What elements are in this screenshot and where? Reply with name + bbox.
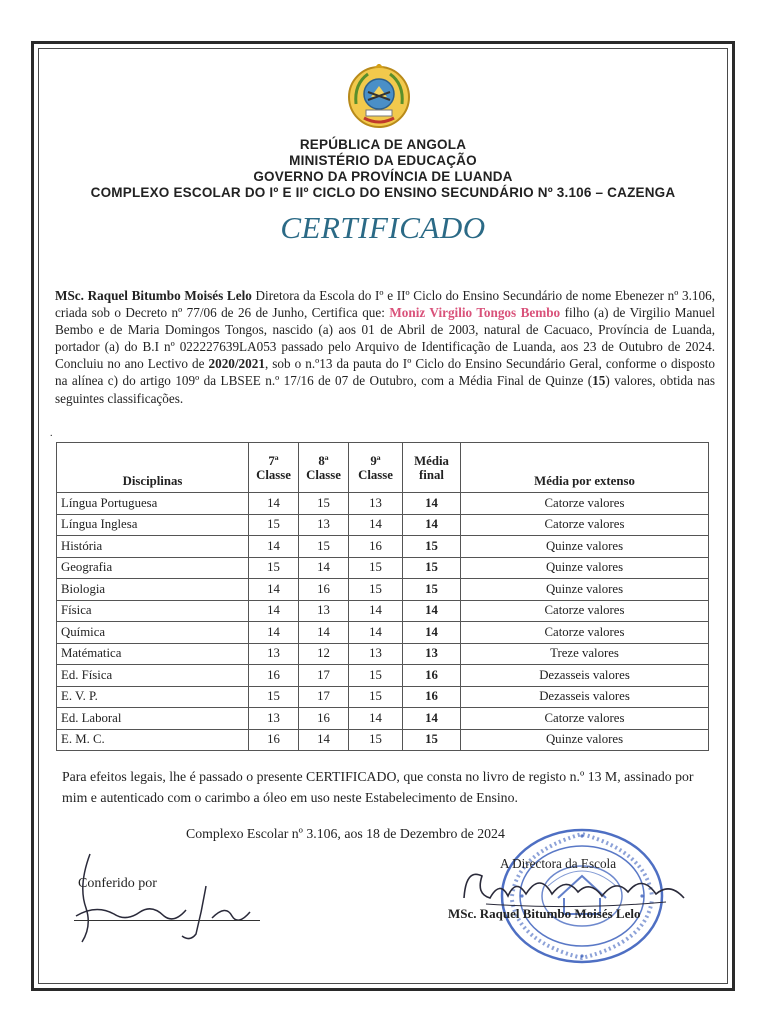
certificate-intro-paragraph bbox=[55, 287, 715, 407]
final-average-cell: 13 bbox=[403, 643, 461, 665]
intro-text-a: Diretora da Escola do Iº e IIº Ciclo do Ensino Secundário de nome Ebenezer nº 3.106, criada sob o Decreto nº 77/06 de 26 de Junho, Certifica que: bbox=[55, 288, 716, 321]
final-average-cell: 14 bbox=[403, 600, 461, 622]
average-in-words-cell: Quinze valores bbox=[461, 536, 709, 558]
grade-9-cell: 14 bbox=[349, 514, 403, 536]
subject-cell: Matématica bbox=[57, 643, 249, 665]
subject-cell: História bbox=[57, 536, 249, 558]
col-header-8-classe: 8ª Classe bbox=[299, 443, 349, 493]
conferido-label: Conferido por bbox=[78, 876, 157, 891]
grades-row bbox=[57, 729, 709, 751]
grade-7-cell: 14 bbox=[249, 536, 299, 558]
grade-7-cell: 15 bbox=[249, 557, 299, 579]
col-header-9-classe: 9ª Classe bbox=[349, 443, 403, 493]
conferido-signature-line bbox=[74, 920, 260, 921]
col-header-media-final: Média final bbox=[403, 443, 461, 493]
grade-8-cell: 14 bbox=[299, 729, 349, 751]
grade-7-cell: 13 bbox=[249, 708, 299, 730]
grade-9-cell: 15 bbox=[349, 729, 403, 751]
subject-cell: Biologia bbox=[57, 579, 249, 601]
grades-row bbox=[57, 708, 709, 730]
grades-row bbox=[57, 514, 709, 536]
intro-text-c: , sob o n.º13 da pauta do Iº Ciclo do Ensino Secundário Geral, conforme o disposto na alínea c) do artigo 109º da LBSEE n.º 17/16 de 07 de Outubro, com a Média Final de Quinze ( bbox=[55, 356, 715, 389]
col-header-7-classe: 7ª Classe bbox=[249, 443, 299, 493]
grades-row bbox=[57, 686, 709, 708]
grade-8-cell: 17 bbox=[299, 665, 349, 687]
final-average-cell: 15 bbox=[403, 536, 461, 558]
angola-emblem-icon bbox=[346, 64, 412, 130]
page-title: CERTIFICADO bbox=[280, 210, 486, 245]
place-and-date: Complexo Escolar nº 3.106, aos 18 de Dezembro de 2024 bbox=[186, 826, 505, 841]
final-average-cell: 15 bbox=[403, 729, 461, 751]
grade-7-cell: 14 bbox=[249, 600, 299, 622]
grade-7-cell: 14 bbox=[249, 622, 299, 644]
grade-8-cell: 16 bbox=[299, 579, 349, 601]
grade-7-cell: 14 bbox=[249, 493, 299, 515]
average-in-words-cell: Dezasseis valores bbox=[461, 665, 709, 687]
grade-8-cell: 13 bbox=[299, 600, 349, 622]
average-in-words-cell: Quinze valores bbox=[461, 729, 709, 751]
average-in-words-cell: Catorze valores bbox=[461, 493, 709, 515]
grade-7-cell: 13 bbox=[249, 643, 299, 665]
average-in-words-cell: Catorze valores bbox=[461, 708, 709, 730]
grade-8-cell: 14 bbox=[299, 557, 349, 579]
grade-8-cell: 12 bbox=[299, 643, 349, 665]
grade-9-cell: 15 bbox=[349, 557, 403, 579]
grade-9-cell: 15 bbox=[349, 665, 403, 687]
grades-row bbox=[57, 665, 709, 687]
average-in-words-cell: Quinze valores bbox=[461, 579, 709, 601]
grades-row bbox=[57, 600, 709, 622]
director-role: A Directora da Escola bbox=[500, 856, 617, 871]
legal-statement: Para efeitos legais, lhe é passado o presente CERTIFICADO, que consta no livro de registo n.º 13 M, assinado por mim e autenticado com o carimbo a óleo em uso neste Estabelecimento de Ensino. bbox=[62, 769, 694, 805]
header-ministry: MINISTÉRIO DA EDUCAÇÃO bbox=[289, 153, 477, 168]
intro-text-b: filho (a) de Virgilio Manuel Bembo e de Maria Domingos Tongos, nascido (a) aos 01 de Abril de 2003, natural de Cacuaco, Província de Luanda, portador (a) do B.I nº 022227639LA053 passado pelo Arquivo de Identificação de Luanda, aos 23 de Outubro de 2024. Concluiu no ano Lectivo de bbox=[55, 305, 716, 372]
subject-cell: Física bbox=[57, 600, 249, 622]
grade-9-cell: 15 bbox=[349, 686, 403, 708]
final-average-cell: 15 bbox=[403, 557, 461, 579]
average-in-words-cell: Quinze valores bbox=[461, 557, 709, 579]
header-republic: REPÚBLICA DE ANGOLA bbox=[299, 137, 467, 152]
grade-9-cell: 14 bbox=[349, 708, 403, 730]
subject-cell: E. M. C. bbox=[57, 729, 249, 751]
final-average-cell: 14 bbox=[403, 622, 461, 644]
grade-9-cell: 16 bbox=[349, 536, 403, 558]
average-in-words-cell: Dezasseis valores bbox=[461, 686, 709, 708]
final-average-cell: 14 bbox=[403, 514, 461, 536]
subject-cell: Língua Inglesa bbox=[57, 514, 249, 536]
average-in-words-cell: Catorze valores bbox=[461, 514, 709, 536]
header-government: GOVERNO DA PROVÍNCIA DE LUANDA bbox=[253, 169, 513, 184]
average-in-words-cell: Catorze valores bbox=[461, 600, 709, 622]
grade-9-cell: 14 bbox=[349, 622, 403, 644]
final-average: 15 bbox=[592, 373, 606, 389]
stray-dot: . bbox=[50, 428, 53, 439]
header-school-complex: COMPLEXO ESCOLAR DO Iº E IIº CICLO DO ENSINO SECUNDÁRIO Nº 3.106 – CAZENGA bbox=[90, 185, 676, 200]
grade-8-cell: 14 bbox=[299, 622, 349, 644]
grade-9-cell: 14 bbox=[349, 600, 403, 622]
intro-text-d: ) valores, obtida nas seguintes classificações. bbox=[55, 373, 715, 406]
col-header-disciplinas: Disciplinas bbox=[57, 443, 249, 493]
grade-8-cell: 17 bbox=[299, 686, 349, 708]
conferido-signature-icon bbox=[56, 846, 266, 946]
grades-table bbox=[56, 442, 709, 751]
grades-row bbox=[57, 643, 709, 665]
grades-row bbox=[57, 579, 709, 601]
subject-cell: Ed. Laboral bbox=[57, 708, 249, 730]
grades-row bbox=[57, 536, 709, 558]
final-average-cell: 15 bbox=[403, 579, 461, 601]
grade-8-cell: 13 bbox=[299, 514, 349, 536]
grade-7-cell: 16 bbox=[249, 665, 299, 687]
grade-7-cell: 15 bbox=[249, 514, 299, 536]
grades-header-row bbox=[57, 443, 709, 493]
grades-row bbox=[57, 493, 709, 515]
final-average-cell: 14 bbox=[403, 493, 461, 515]
director-name: MSc. Raquel Bitumbo Moisés Lelo bbox=[55, 288, 252, 303]
subject-cell: Química bbox=[57, 622, 249, 644]
subject-cell: Geografia bbox=[57, 557, 249, 579]
average-in-words-cell: Catorze valores bbox=[461, 622, 709, 644]
subject-cell: Ed. Física bbox=[57, 665, 249, 687]
grade-9-cell: 13 bbox=[349, 493, 403, 515]
grade-7-cell: 14 bbox=[249, 579, 299, 601]
grade-8-cell: 15 bbox=[299, 493, 349, 515]
subject-cell: Língua Portuguesa bbox=[57, 493, 249, 515]
subject-cell: E. V. P. bbox=[57, 686, 249, 708]
grade-8-cell: 15 bbox=[299, 536, 349, 558]
final-average-cell: 14 bbox=[403, 708, 461, 730]
grade-8-cell: 16 bbox=[299, 708, 349, 730]
grade-9-cell: 15 bbox=[349, 579, 403, 601]
school-year: 2020/2021 bbox=[208, 356, 265, 372]
grades-row bbox=[57, 622, 709, 644]
grade-9-cell: 13 bbox=[349, 643, 403, 665]
grade-7-cell: 15 bbox=[249, 686, 299, 708]
average-in-words-cell: Treze valores bbox=[461, 643, 709, 665]
director-signature-name: MSc. Raquel Bitumbo Moisés Lelo bbox=[448, 906, 641, 921]
final-average-cell: 16 bbox=[403, 686, 461, 708]
grade-7-cell: 16 bbox=[249, 729, 299, 751]
grades-row bbox=[57, 557, 709, 579]
final-average-cell: 16 bbox=[403, 665, 461, 687]
student-name: Moniz Virgilio Tongos Bembo bbox=[389, 305, 561, 321]
col-header-media-extenso: Média por extenso bbox=[461, 443, 709, 493]
